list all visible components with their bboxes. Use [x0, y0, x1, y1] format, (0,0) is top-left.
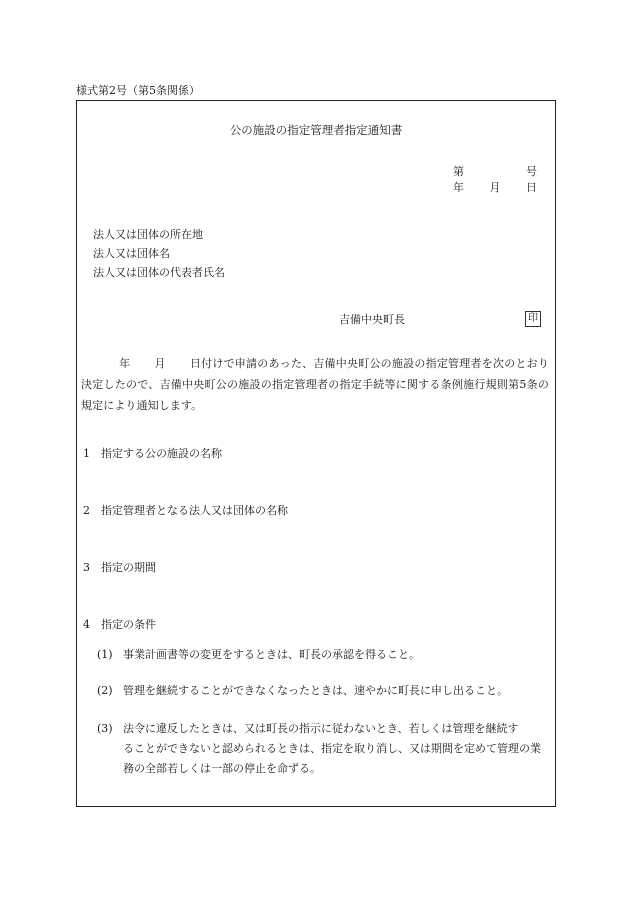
body-text-line1: 日付けで申請のあった、吉備中央町公の施設の指定管理者を次のとお: [189, 357, 538, 370]
body-text-rest: り決定したので、吉備中央町公の施設の指定管理者の指定手続等に関する条例施行規則第5条の規定により通知します。: [81, 357, 549, 412]
item-number: 2: [83, 504, 90, 517]
body-month: 月: [154, 357, 166, 370]
item-label: 指定管理者となる法人又は団体の名称: [101, 504, 288, 517]
item-number: 1: [83, 447, 90, 460]
notice-title: 公の施設の指定管理者指定通知書: [229, 123, 403, 137]
item-label: 指定の期間: [101, 561, 156, 574]
notice-body: [81, 353, 549, 416]
notice-frame: [76, 100, 556, 807]
item-number: 4: [83, 618, 90, 631]
item-facility-name: [83, 447, 222, 461]
document-date: [453, 181, 537, 195]
condition-text: 事業計画書等の変更をするときは、町長の承認を得ること。: [123, 648, 420, 661]
date-month: 月: [489, 181, 501, 194]
item-number: 3: [83, 561, 90, 574]
addressee-representative: 法人又は団体の代表者氏名: [93, 266, 225, 279]
number-suffix: 号: [526, 165, 537, 178]
addressee-location: 法人又は団体の所在地: [93, 228, 203, 241]
condition-number: (1): [97, 648, 113, 661]
body-year: 年: [119, 357, 131, 370]
item-label: 指定の条件: [101, 618, 156, 631]
seal-mark: 印: [525, 311, 541, 327]
item-manager-name: [83, 504, 288, 518]
form-number-label: 様式第2号（第5条関係）: [76, 84, 200, 97]
condition-text-continued: ることができないと認められるときは、指定を取り消し、又は期間を定めて管理の業務の全部若しくは一部の停止を命ずる。: [123, 742, 541, 775]
item-period: [83, 561, 156, 575]
document-number: [453, 165, 537, 179]
item-conditions: [83, 618, 156, 632]
condition-item: [97, 645, 545, 665]
condition-text: 法令に違反したときは、又は町長の指示に従わないとき、若しくは管理を継続す: [123, 722, 519, 735]
addressee-name: 法人又は団体名: [93, 247, 170, 260]
date-day: 日: [526, 181, 537, 194]
condition-item: [97, 681, 545, 701]
issuer-title: 吉備中央町長: [339, 313, 405, 326]
date-year: 年: [453, 181, 464, 194]
number-prefix: 第: [453, 165, 464, 178]
condition-number: (3): [97, 722, 113, 735]
condition-text: 管理を継続することができなくなったときは、速やかに町長に申し出ること。: [123, 684, 508, 697]
condition-item: [97, 719, 545, 779]
condition-number: (2): [97, 684, 113, 697]
item-label: 指定する公の施設の名称: [101, 447, 222, 460]
